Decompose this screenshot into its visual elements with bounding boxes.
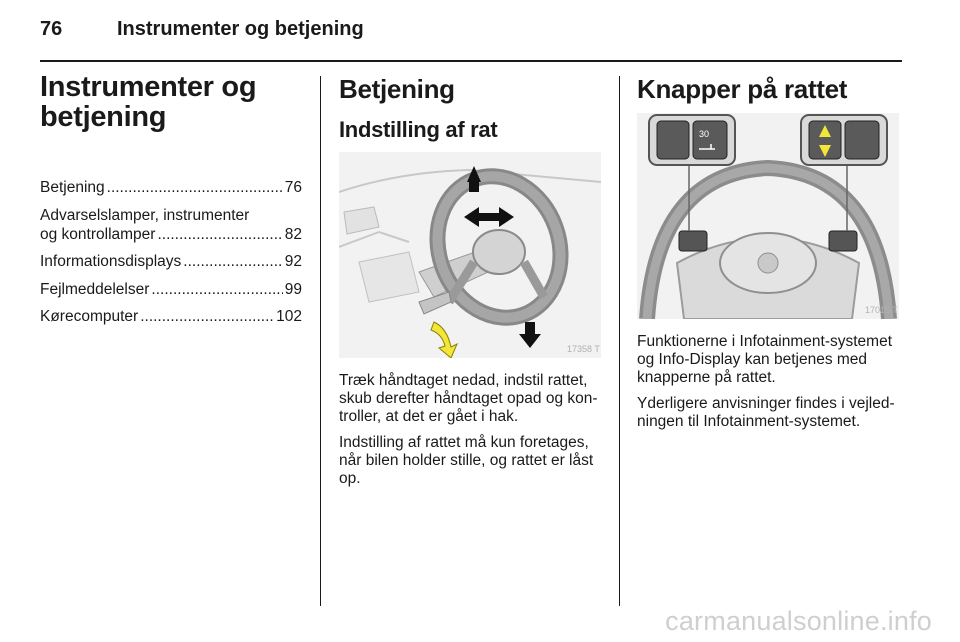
running-header-title: Instrumenter og betjening [117, 18, 364, 40]
table-of-contents [40, 178, 302, 335]
page-number: 76 [40, 18, 63, 40]
section-title-knapper: Knapper på rattet [637, 74, 848, 104]
knapper-paragraph-1: Funktionerne i Infotainment-systemet og Info-Display kan betjenes med knapperne på rattet. [637, 333, 893, 386]
section-title-betjening: Betjening [339, 74, 455, 104]
toc-entry[interactable]: Advarselslamper, instrumenter og kontrollamper ..... 82 [40, 206, 302, 244]
watermark: carmanualsonline.info [665, 606, 932, 636]
toc-entry[interactable]: Betjening ..... 76 [40, 178, 302, 197]
toc-entry[interactable]: Informationsdisplays ..... 92 [40, 252, 302, 271]
betjening-paragraph-2: Indstilling af rattet må kun foretages, når bilen holder stille, og rattet er låst op. [339, 434, 594, 487]
steering-wheel-buttons-figure [637, 113, 899, 319]
image-code-label: 17358 T [567, 344, 600, 354]
svg-text:30: 30 [699, 129, 710, 139]
chapter-title: Instrumenter og betjening [40, 71, 257, 133]
column-divider-1 [320, 76, 321, 606]
column-divider-2 [619, 76, 620, 606]
steering-wheel-adjust-figure [339, 152, 601, 358]
knapper-paragraph-2: Yderligere anvisninger findes i vejled-ningen til Infotainment-systemet. [637, 395, 895, 430]
header-rule [40, 60, 902, 62]
toc-entry[interactable]: Fejlmeddelelser ..... 99 [40, 280, 302, 299]
steering-adjustment-illustration [339, 152, 601, 358]
steering-wheel-buttons-illustration [637, 113, 899, 319]
subsection-title-indstilling: Indstilling af rat [339, 117, 498, 142]
knapper-body [637, 333, 907, 439]
betjening-paragraph-1: Træk håndtaget nedad, indstil rattet, skub derefter håndtaget opad og kon-troller, at det er gået i hak. [339, 372, 598, 425]
toc-entry[interactable]: Kørecomputer ..... 102 [40, 307, 302, 326]
image-code-label: 17015 T [865, 305, 898, 315]
betjening-body [339, 372, 605, 496]
